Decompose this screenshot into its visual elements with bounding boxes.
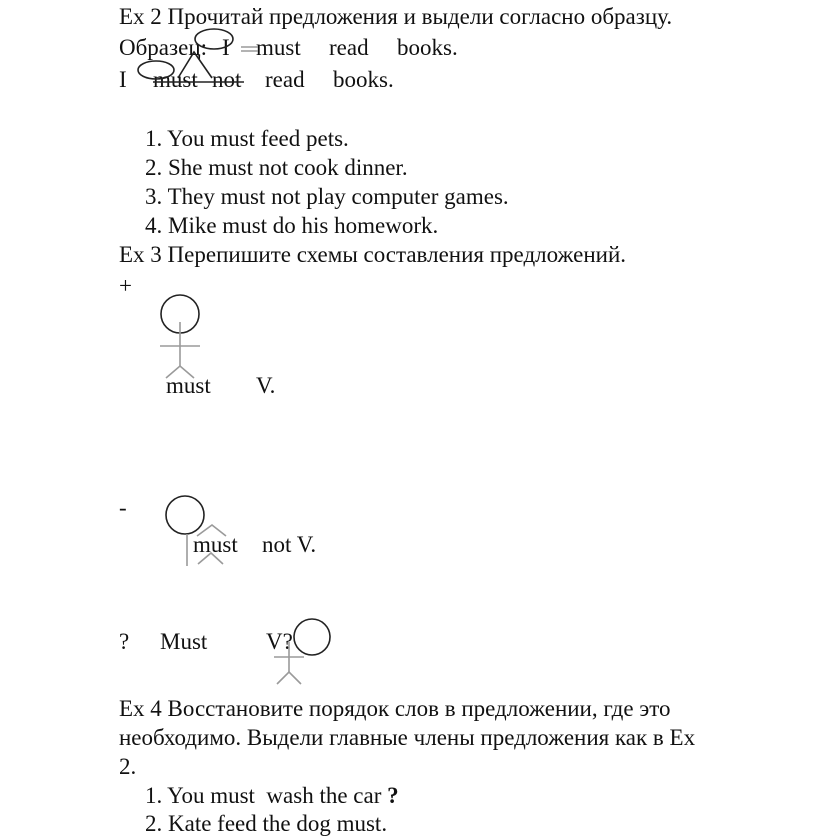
- ex4-heading-line-1: Ex 4 Восстановите порядок слов в предложении, где это: [119, 696, 671, 721]
- ex4-heading-line-2: необходимо. Выдели главные члены предложения как в Ex: [119, 725, 696, 750]
- sample-neg-word-must: must: [153, 67, 198, 92]
- sample-neg-word-not: not: [212, 67, 242, 92]
- sample-neg-word-subject: I: [119, 67, 127, 92]
- positive-figure-head: [161, 295, 199, 333]
- ex4-item-1-mark: ?: [387, 783, 399, 808]
- question-verb: V?: [266, 629, 293, 654]
- ex4-item-1-text: 1. You must wash the car: [145, 783, 388, 808]
- negative-not-verb: not V.: [262, 532, 317, 557]
- ex3-heading: Ex 3 Перепишите схемы составления предложений.: [119, 242, 627, 267]
- sample-word-read: read: [329, 35, 369, 60]
- sample-word-subject: I: [222, 35, 230, 60]
- sample-neg-word-books: books.: [333, 67, 394, 92]
- question-figure-head: [294, 619, 330, 655]
- ex4-item-2: 2. Kate feed the dog must.: [145, 811, 388, 836]
- ex2-item-4: 4. Mike must do his homework.: [145, 213, 439, 238]
- sample-word-books: books.: [397, 35, 458, 60]
- ex2-item-2: 2. She must not cook dinner.: [145, 155, 408, 180]
- positive-must: must: [166, 373, 211, 398]
- question-sign: ?: [119, 629, 130, 654]
- ex2-heading: Ex 2 Прочитай предложения и выдели согласно образцу.: [119, 4, 673, 29]
- question-figure-legs: [277, 672, 301, 684]
- negative-sign: -: [119, 495, 127, 520]
- ex4-heading-line-3: 2.: [119, 754, 137, 779]
- positive-verb: V.: [256, 373, 276, 398]
- ex2-item-3: 3. They must not play computer games.: [145, 184, 509, 209]
- positive-sign: +: [119, 273, 132, 298]
- ex4-item-1: [145, 784, 399, 807]
- sample-word-must: must: [256, 35, 301, 60]
- question-must: Must: [160, 629, 208, 654]
- negative-must: must: [193, 532, 238, 557]
- sample-neg-word-read: read: [265, 67, 305, 92]
- negative-figure-head: [166, 496, 204, 534]
- ex2-item-1: 1. You must feed pets.: [145, 126, 349, 151]
- sample-label: Образец:: [119, 35, 208, 60]
